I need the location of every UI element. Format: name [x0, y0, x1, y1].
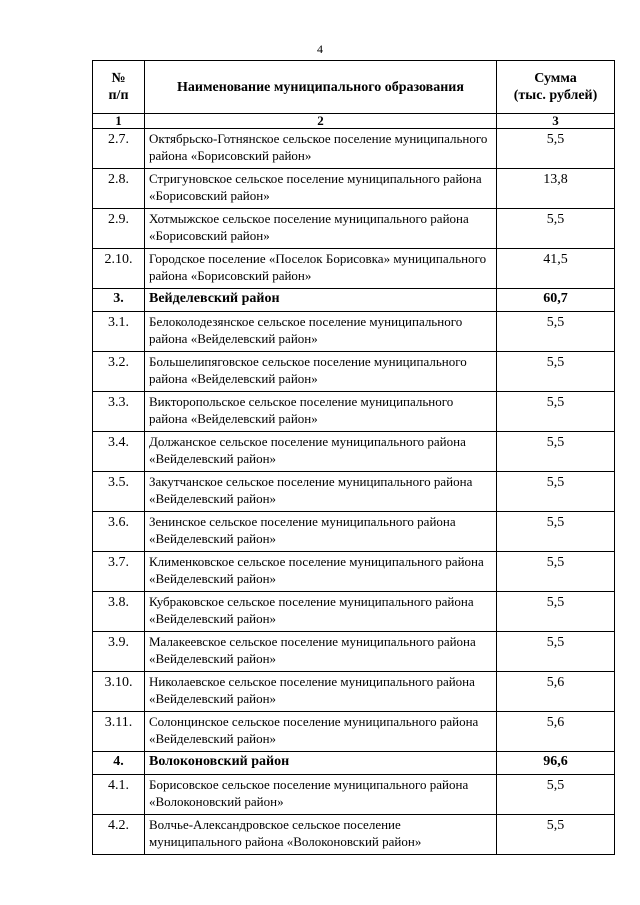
row-sum: 5,6: [497, 672, 615, 712]
row-number: 4.: [93, 752, 145, 775]
municipality-name: Викторопольское сельское поселение муниципального района «Вейделевский район»: [145, 392, 497, 432]
table-row: [93, 632, 615, 672]
row-sum: 41,5: [497, 249, 615, 289]
table-row: [93, 512, 615, 552]
municipality-name: Волчье-Александровское сельское поселение муниципального района «Волоконовский район»: [145, 815, 497, 855]
row-number: 3.10.: [93, 672, 145, 712]
municipality-name: Стригуновское сельское поселение муниципального района «Борисовский район»: [145, 169, 497, 209]
district-row: [93, 752, 615, 775]
row-number: 2.10.: [93, 249, 145, 289]
table-row: [93, 552, 615, 592]
row-sum: 5,5: [497, 592, 615, 632]
municipality-name: Закутчанское сельское поселение муниципального района «Вейделевский район»: [145, 472, 497, 512]
municipality-name: Борисовское сельское поселение муниципального района «Волоконовский район»: [145, 775, 497, 815]
header-number-line2: п/п: [108, 88, 129, 103]
table-row: [93, 472, 615, 512]
municipality-name: Хотмыжское сельское поселение муниципального района «Борисовский район»: [145, 209, 497, 249]
row-number: 3.7.: [93, 552, 145, 592]
table-header-row: [93, 61, 615, 114]
municipality-name: Кубраковское сельское поселение муниципального района «Вейделевский район»: [145, 592, 497, 632]
municipality-name: Октябрьско-Готнянское сельское поселение муниципального района «Борисовский район»: [145, 129, 497, 169]
row-number: 3.1.: [93, 312, 145, 352]
municipality-name: Николаевское сельское поселение муниципального района «Вейделевский район»: [145, 672, 497, 712]
table-row: [93, 592, 615, 632]
table-row: [93, 775, 615, 815]
header-sum-line2: (тыс. рублей): [513, 88, 598, 103]
row-number: 3.8.: [93, 592, 145, 632]
table-row: [93, 672, 615, 712]
row-number: 3.4.: [93, 432, 145, 472]
table-row: [93, 312, 615, 352]
municipality-name: Должанское сельское поселение муниципального района «Вейделевский район»: [145, 432, 497, 472]
table-row: [93, 129, 615, 169]
row-sum: 13,8: [497, 169, 615, 209]
row-number: 2.7.: [93, 129, 145, 169]
row-number: 3.6.: [93, 512, 145, 552]
row-sum: 5,5: [497, 552, 615, 592]
row-sum: 60,7: [497, 289, 615, 312]
municipality-name: Солонцинское сельское поселение муниципального района «Вейделевский район»: [145, 712, 497, 752]
row-number: 2.9.: [93, 209, 145, 249]
municipality-name: Вейделевский район: [145, 289, 497, 312]
municipality-name: Клименковское сельское поселение муниципального района «Вейделевский район»: [145, 552, 497, 592]
row-sum: 5,5: [497, 392, 615, 432]
municipality-name: Малакеевское сельское поселение муниципального района «Вейделевский район»: [145, 632, 497, 672]
municipality-name: Волоконовский район: [145, 752, 497, 775]
district-row: [93, 289, 615, 312]
row-number: 3.9.: [93, 632, 145, 672]
row-sum: 5,5: [497, 432, 615, 472]
row-number: 3.: [93, 289, 145, 312]
table-row: [93, 392, 615, 432]
header-number: [93, 61, 145, 114]
municipality-name: Зенинское сельское поселение муниципального района «Вейделевский район»: [145, 512, 497, 552]
column-number: 1: [93, 114, 145, 129]
row-sum: 5,5: [497, 312, 615, 352]
table-row: [93, 352, 615, 392]
row-sum: 5,6: [497, 712, 615, 752]
municipal-budget-table: [92, 60, 615, 855]
row-number: 3.11.: [93, 712, 145, 752]
column-number-row: [93, 114, 615, 129]
row-sum: 5,5: [497, 632, 615, 672]
header-number-line1: №: [111, 71, 126, 86]
column-number: 2: [145, 114, 497, 129]
table-row: [93, 169, 615, 209]
row-sum: 5,5: [497, 472, 615, 512]
header-sum: [497, 61, 615, 114]
table-row: [93, 432, 615, 472]
row-sum: 5,5: [497, 129, 615, 169]
municipality-name: Большелипяговское сельское поселение муниципального района «Вейделевский район»: [145, 352, 497, 392]
row-number: 2.8.: [93, 169, 145, 209]
table-row: [93, 815, 615, 855]
table-row: [93, 712, 615, 752]
row-number: 3.5.: [93, 472, 145, 512]
municipality-name: Городское поселение «Поселок Борисовка» муниципального района «Борисовский район»: [145, 249, 497, 289]
row-sum: 5,5: [497, 512, 615, 552]
row-sum: 5,5: [497, 352, 615, 392]
page-number: 4: [317, 42, 323, 56]
row-number: 3.2.: [93, 352, 145, 392]
row-sum: 5,5: [497, 209, 615, 249]
table-row: [93, 249, 615, 289]
row-sum: 5,5: [497, 775, 615, 815]
row-number: 3.3.: [93, 392, 145, 432]
municipality-name: Белоколодезянское сельское поселение муниципального района «Вейделевский район»: [145, 312, 497, 352]
column-number: 3: [497, 114, 615, 129]
row-number: 4.1.: [93, 775, 145, 815]
row-sum: 5,5: [497, 815, 615, 855]
row-number: 4.2.: [93, 815, 145, 855]
row-sum: 96,6: [497, 752, 615, 775]
table-row: [93, 209, 615, 249]
header-name: Наименование муниципального образования: [145, 61, 497, 114]
header-sum-line1: Сумма: [534, 71, 577, 86]
